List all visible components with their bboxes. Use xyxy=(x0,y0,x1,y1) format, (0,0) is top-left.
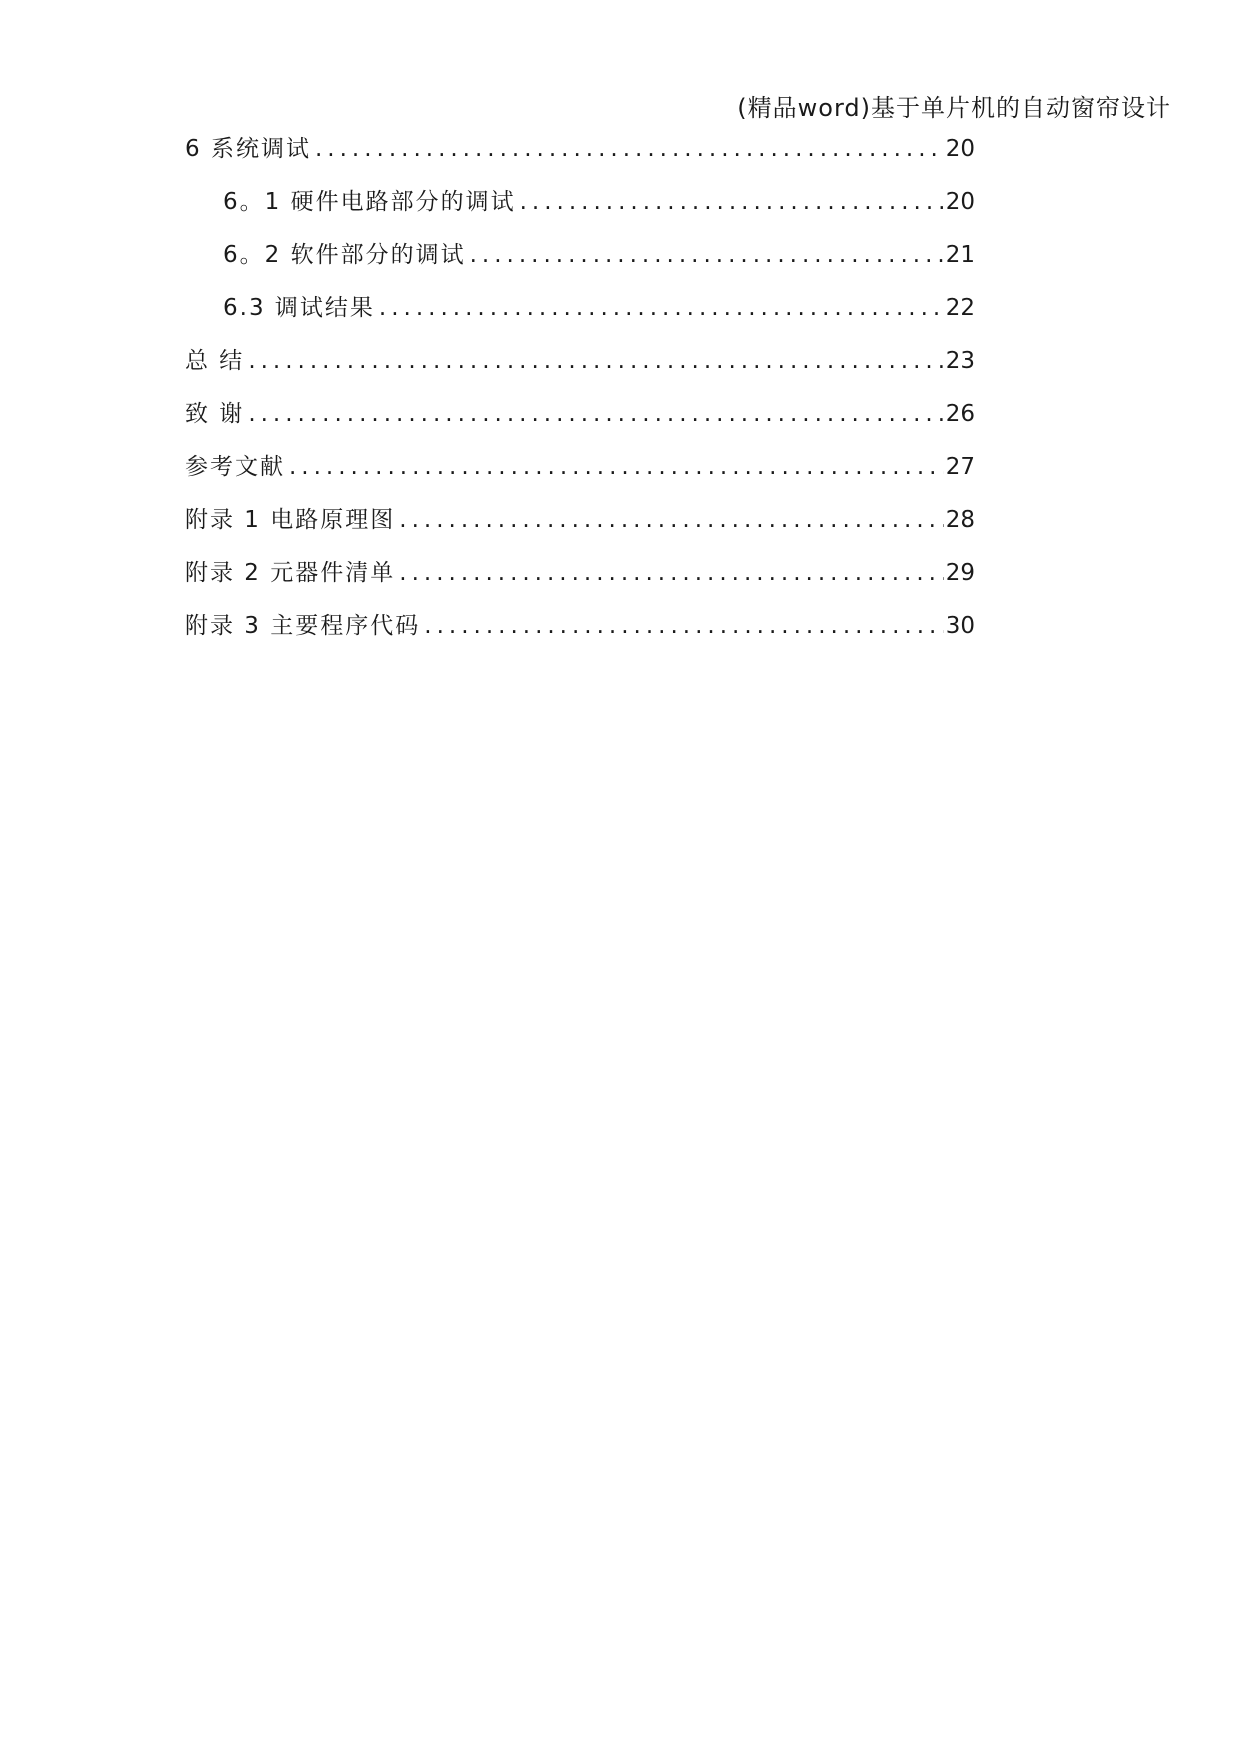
toc-entry-page: 27 xyxy=(945,454,975,480)
toc-entry-title: 附录 1 电路原理图 xyxy=(185,507,396,533)
toc-entry-acknowledgements[interactable] xyxy=(185,395,975,448)
toc-entry-hardware-debug[interactable] xyxy=(185,183,975,236)
toc-entry-title: 总 结 xyxy=(185,348,245,374)
toc-entry-page: 23 xyxy=(945,348,975,374)
toc-dot-leader xyxy=(379,295,944,321)
toc-entry-page: 28 xyxy=(945,507,975,533)
toc-entry-title: 6 系统调试 xyxy=(185,136,311,162)
toc-entry-title: 6.3 调试结果 xyxy=(223,295,375,321)
toc-entry-page: 21 xyxy=(945,242,975,268)
table-of-contents xyxy=(185,130,975,660)
toc-dot-leader xyxy=(424,613,943,639)
toc-entry-page: 29 xyxy=(945,560,975,586)
toc-dot-leader xyxy=(520,189,944,215)
toc-entry-title: 参考文献 xyxy=(185,454,285,480)
toc-entry-appendix-1[interactable] xyxy=(185,501,975,554)
toc-entry-page: 26 xyxy=(945,401,975,427)
toc-entry-summary[interactable] xyxy=(185,342,975,395)
toc-dot-leader xyxy=(248,401,943,427)
toc-entry-title: 附录 2 元器件清单 xyxy=(185,560,396,586)
toc-entry-debug-results[interactable] xyxy=(185,289,975,342)
toc-dot-leader xyxy=(289,454,944,480)
toc-entry-references[interactable] xyxy=(185,448,975,501)
toc-entry-system-debug[interactable] xyxy=(185,130,975,183)
toc-dot-leader xyxy=(399,560,943,586)
toc-entry-page: 20 xyxy=(945,136,975,162)
toc-entry-title: 6。2 软件部分的调试 xyxy=(223,242,466,268)
toc-dot-leader xyxy=(248,348,943,374)
toc-entry-title: 6。1 硬件电路部分的调试 xyxy=(223,189,516,215)
toc-dot-leader xyxy=(315,136,944,162)
toc-dot-leader xyxy=(399,507,943,533)
toc-entry-title: 附录 3 主要程序代码 xyxy=(185,613,421,639)
toc-entry-appendix-3[interactable] xyxy=(185,607,975,660)
toc-entry-software-debug[interactable] xyxy=(185,236,975,289)
toc-entry-page: 20 xyxy=(945,189,975,215)
toc-entry-page: 30 xyxy=(945,613,975,639)
document-header: (精品word)基于单片机的自动窗帘设计 xyxy=(737,94,1171,122)
toc-entry-title: 致 谢 xyxy=(185,401,245,427)
toc-dot-leader xyxy=(470,242,944,268)
toc-entry-page: 22 xyxy=(945,295,975,321)
toc-entry-appendix-2[interactable] xyxy=(185,554,975,607)
